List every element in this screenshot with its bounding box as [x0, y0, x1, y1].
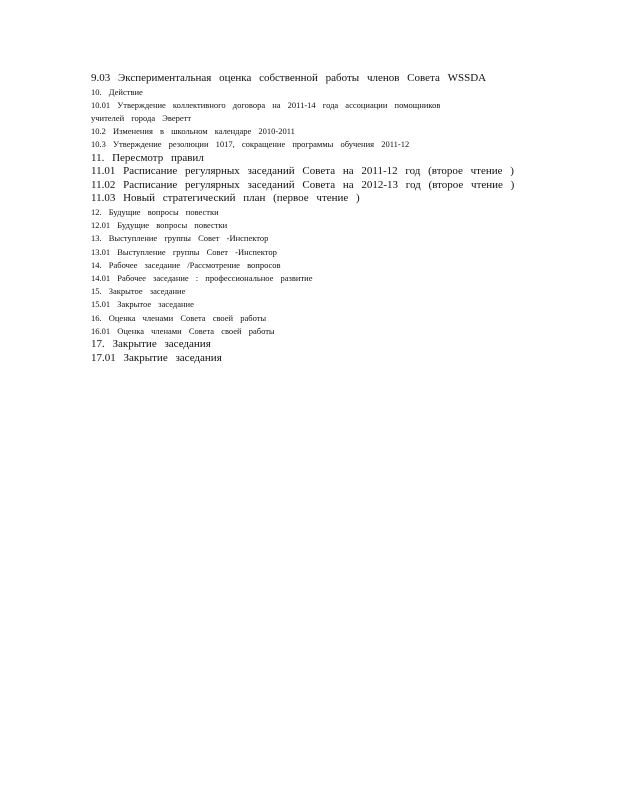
- agenda-item-15-01: 15.01 Закрытое заседание: [91, 299, 194, 310]
- agenda-section-15: 15. Закрытое заседание: [91, 286, 186, 297]
- agenda-section-17: 17. Закрытие заседания: [91, 338, 211, 351]
- agenda-item-10-01-line2: учителей города Эверетт: [91, 113, 192, 123]
- agenda-item-13-01: 13.01 Выступление группы Совет -Инспектор: [91, 246, 277, 257]
- agenda-item-10-2: 10.2 Изменения в школьном календаре 2010-2011: [91, 126, 295, 137]
- agenda-section-10: 10. Действие: [91, 86, 143, 97]
- agenda-item-11-01: 11.01 Расписание регулярных заседаний Совета на 2011-12 год (второе чтение ): [91, 165, 514, 178]
- agenda-item-9-03: 9.03 Экспериментальная оценка собственной работы членов Совета WSSDA: [91, 72, 487, 84]
- agenda-section-13: 13. Выступление группы Совет -Инспектор: [91, 233, 269, 244]
- agenda-section-11: 11. Пересмотр правил: [91, 151, 204, 164]
- agenda-item-14-01: 14.01 Рабочее заседание : профессиональное развитие: [91, 273, 313, 283]
- agenda-item-11-02: 11.02 Расписание регулярных заседаний Совета на 2012-13 год (второе чтение ): [91, 178, 515, 191]
- agenda-item-10-3: 10.3 Утверждение резолюции 1017, сокращение программы обучения 2011-12: [91, 139, 410, 150]
- agenda-list: [91, 72, 521, 365]
- agenda-item-12-01: 12.01 Будущие вопросы повестки: [91, 220, 228, 231]
- agenda-section-16: 16. Оценка членами Совета своей работы: [91, 312, 267, 323]
- agenda-item-10-01-line1: 10.01 Утверждение коллективного договора на 2011-14 года ассоциации помощников: [91, 99, 441, 110]
- agenda-section-12: 12. Будущие вопросы повестки: [91, 206, 219, 217]
- agenda-item-11-03: 11.03 Новый стратегический план (первое чтение ): [91, 192, 360, 205]
- agenda-item-16-01: 16.01 Оценка членами Совета своей работы: [91, 325, 275, 336]
- agenda-section-14: 14. Рабочее заседание /Рассмотрение вопросов: [91, 259, 281, 270]
- agenda-item-17-01: 17.01 Закрытие заседания: [91, 351, 222, 364]
